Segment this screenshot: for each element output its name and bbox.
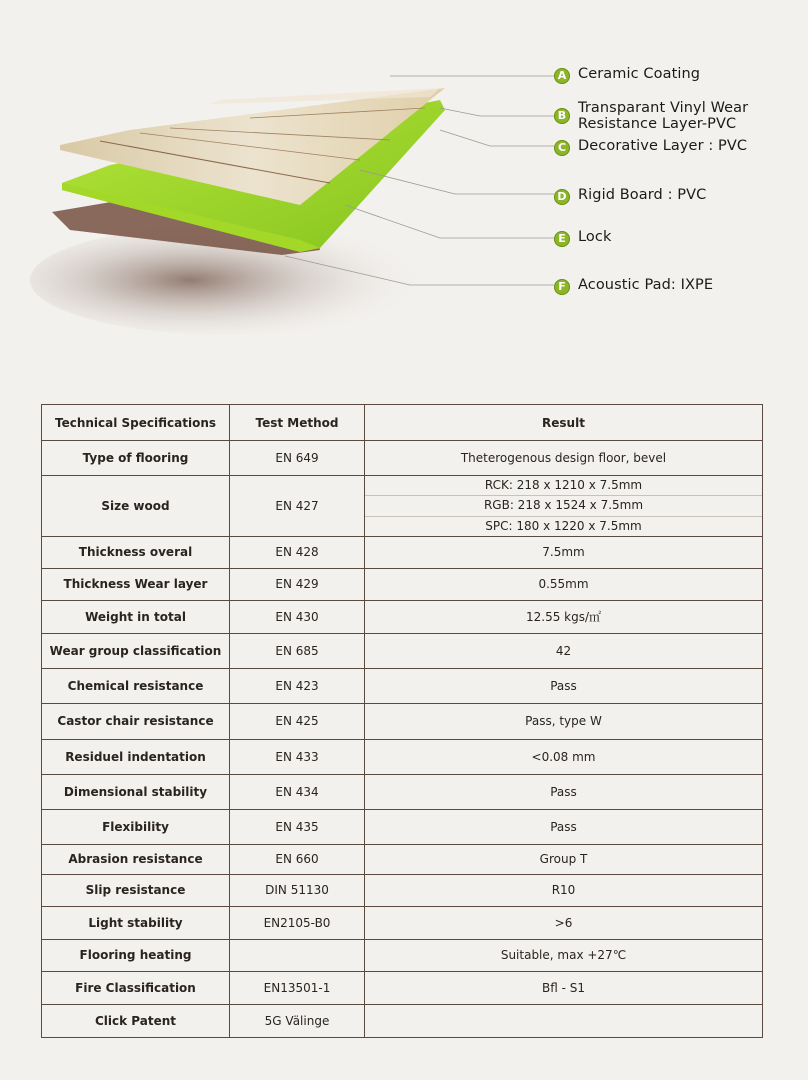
table-row: Abrasion resistance EN 660 Group T [42,844,763,874]
table-row: Flooring heating Suitable, max +27℃ [42,939,763,971]
table-row: Thickness Wear layer EN 429 0.55mm [42,568,763,600]
callout-label: Lock [578,229,612,245]
table-row: Flexibility EN 435 Pass [42,809,763,844]
callout-ceramic-coating [554,66,700,84]
table-row: Chemical resistance EN 423 Pass [42,668,763,703]
badge-b-icon: B [554,108,570,124]
table-row: Type of flooring EN 649 Theterogenous design floor, bevel [42,441,763,476]
callout-label: Ceramic Coating [578,66,701,82]
callout-rigid-board [554,187,706,205]
callout-label: Acoustic Pad: IXPE [578,277,714,293]
table-row: Weight in total EN 430 12.55 kgs/㎡ [42,600,763,633]
layer-callouts [554,0,808,320]
callout-label: Rigid Board : PVC [578,187,707,203]
badge-a-icon: A [554,68,570,84]
callout-label: Transparant Vinyl Wear Resistance Layer-PVC [578,100,749,132]
table-row: Fire Classification EN13501-1 Bfl - S1 [42,971,763,1004]
badge-e-icon: E [554,231,570,247]
callout-label: Decorative Layer : PVC [578,138,748,154]
technical-specifications-table [41,404,763,1038]
table-header-row [42,405,763,441]
callout-decorative-layer [554,138,747,156]
table-row: Castor chair resistance EN 425 Pass, type W [42,703,763,739]
badge-d-icon: D [554,189,570,205]
size-results: RCK: 218 x 1210 x 7.5mm RGB: 218 x 1524 x 7.5mm SPC: 180 x 1220 x 7.5mm [365,476,763,537]
table-row: Slip resistance DIN 51130 R10 [42,874,763,906]
callout-lock [554,229,611,247]
table-row: Thickness overal EN 428 7.5mm [42,536,763,568]
table-row: Wear group classification EN 685 42 [42,633,763,668]
table-row: Residuel indentation EN 433 <0.08 mm [42,739,763,774]
badge-f-icon: F [554,279,570,295]
callout-acoustic-pad [554,277,713,295]
header-spec: Technical Specifications [42,405,230,441]
table-row: Click Patent 5G Välinge [42,1004,763,1037]
badge-c-icon: C [554,140,570,156]
table-row: Size wood EN 427 RCK: 218 x 1210 x 7.5mm RGB: 218 x 1524 x 7.5mm SPC: 180 x 1220 x 7.5mm [42,476,763,537]
header-result: Result [365,405,763,441]
header-method: Test Method [230,405,365,441]
table-row: Dimensional stability EN 434 Pass [42,774,763,809]
callout-wear-layer [554,100,748,132]
table-row: Light stability EN2105-B0 >6 [42,906,763,939]
